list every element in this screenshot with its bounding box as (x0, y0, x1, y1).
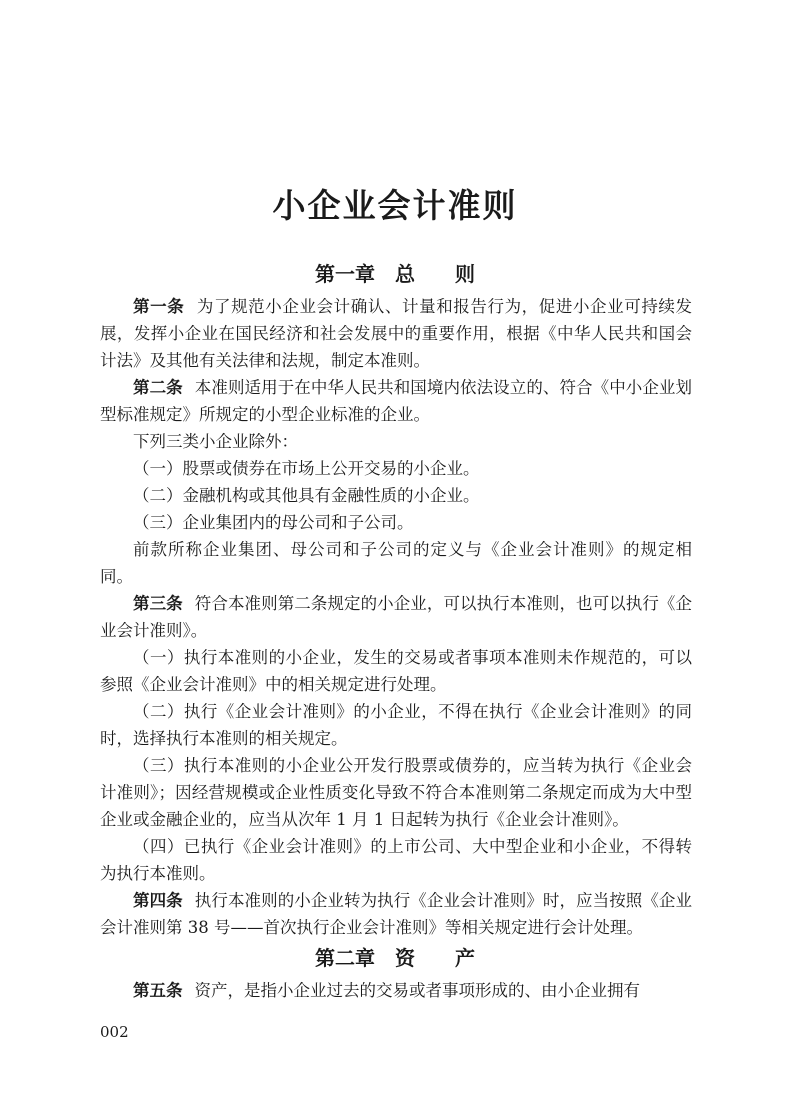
article-label: 第二条 (133, 378, 183, 397)
article-text: 资产，是指小企业过去的交易或者事项形成的、由小企业拥有 (194, 981, 640, 1000)
article-paragraph (100, 887, 692, 941)
article-label: 第三条 (133, 594, 183, 613)
article-text: 符合本准则第二条规定的小企业，可以执行本准则，也可以执行《企业会计准则》。 (100, 594, 693, 640)
article-text: 为了规范小企业会计确认、计量和报告行为，促进小企业可持续发展，发挥小企业在国民经济和社会发展中的重要作用，根据《中华人民共和国会计法》及其他有关法律和法规，制定本准则。 (100, 297, 692, 370)
chapter-body (100, 977, 692, 1004)
article-paragraph (100, 590, 692, 644)
page-number: 002 (100, 1023, 129, 1041)
list-item: （三）企业集团内的母公司和子公司。 (133, 513, 414, 532)
list-item: （一）股票或债券在市场上公开交易的小企业。 (133, 459, 480, 478)
article-label: 第四条 (133, 891, 183, 910)
chapter-heading: 第二章 资 产 (315, 946, 475, 970)
list-item: （二）金融机构或其他具有金融性质的小企业。 (133, 486, 480, 505)
paragraph: 前款所称企业集团、母公司和子公司的定义与《企业会计准则》的规定相同。 (100, 540, 692, 586)
paragraph: 下列三类小企业除外： (133, 432, 298, 451)
chapter-heading: 第一章 总 则 (315, 262, 475, 286)
article-paragraph (100, 374, 692, 428)
article-label: 第五条 (133, 981, 183, 1000)
article-paragraph (100, 977, 692, 1004)
list-item: （一）执行本准则的小企业，发生的交易或者事项本准则未作规范的，可以参照《企业会计准则》中的相关规定进行处理。 (100, 648, 692, 694)
article-text: 执行本准则的小企业转为执行《企业会计准则》时，应当按照《企业会计准则第 38 号——首次执行企业会计准则》等相关规定进行会计处理。 (100, 891, 693, 937)
article-paragraph (100, 293, 692, 374)
chapter-body (100, 293, 692, 941)
list-item: （二）执行《企业会计准则》的小企业，不得在执行《企业会计准则》的同时，选择执行本准则的相关规定。 (100, 702, 692, 748)
article-text: 本准则适用于在中华人民共和国境内依法设立的、符合《中小企业划型标准规定》所规定的小型企业标准的企业。 (100, 378, 693, 424)
document-title: 小企业会计准则 (272, 186, 518, 225)
article-label: 第一条 (133, 297, 185, 316)
list-item: （四）已执行《企业会计准则》的上市公司、大中型企业和小企业，不得转为执行本准则。 (100, 837, 692, 883)
list-item: （三）执行本准则的小企业公开发行股票或债券的，应当转为执行《企业会计准则》；因经营规模或企业性质变化导致不符合本准则第二条规定而成为大中型企业或金融企业的，应当从次年 1 月 1 日起转为执行《企业会计准则》。 (100, 756, 692, 829)
